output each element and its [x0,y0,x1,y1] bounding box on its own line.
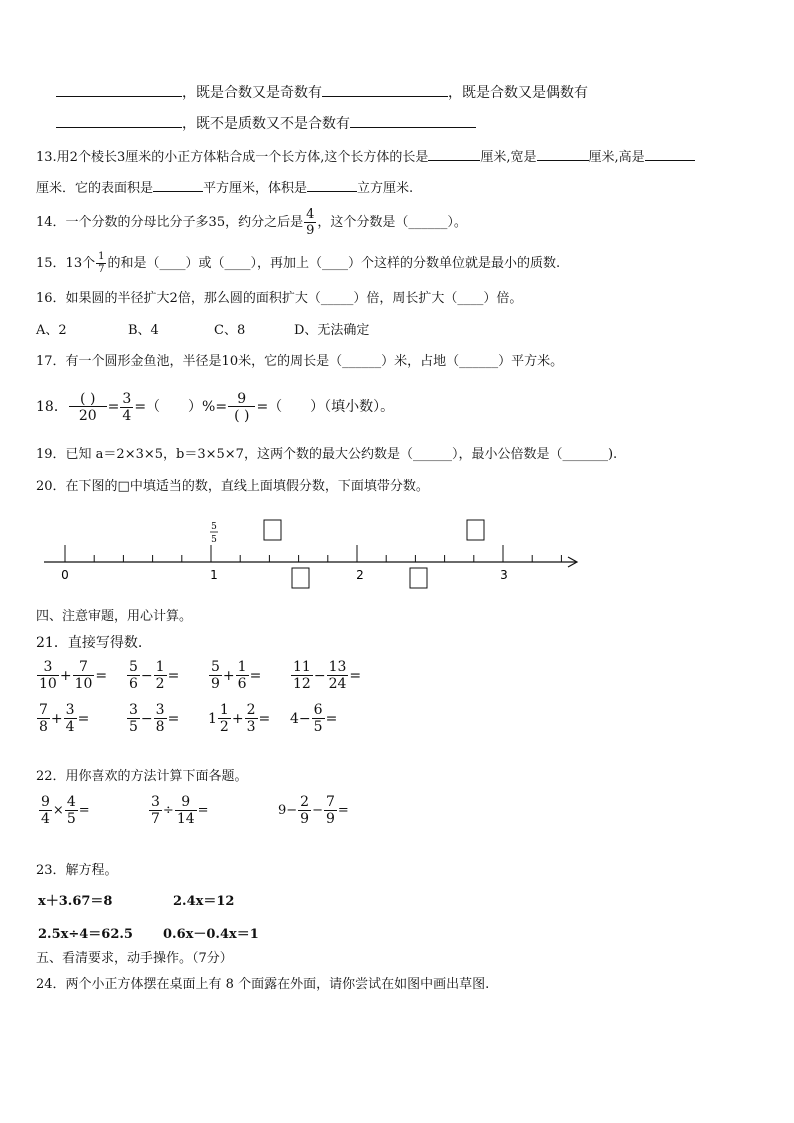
fraction: 5 6 [129,659,138,692]
operator: − [140,667,153,684]
equals-sign: = [167,667,180,684]
equation-3: 2.5x÷4＝62.5 [38,927,133,942]
fraction: $\frac{1}{6}$ [237,659,247,692]
fraction: 3 5 [129,702,138,735]
question-20: 20．在下图的□中填适当的数，直线上面填假分数，下面填带分数。 [36,479,429,494]
answer-blank[interactable] [56,82,182,97]
fraction: $\frac{3}{7}$ [151,794,160,827]
operator: − [140,710,153,727]
question-21-title: 21．直接写得数. [36,635,143,651]
fraction: $\frac{4}{5}$ [66,794,76,827]
calc-expression [208,660,261,691]
question-16-options [36,322,369,340]
fraction: $\frac{3}{8}$ [155,702,165,735]
operator: + [50,710,63,727]
fraction: $\frac{7}{10}$ [74,659,93,692]
equals-sign: = [349,667,362,684]
question-23-title: 23．解方程。 [36,863,118,878]
question-22-title: 22．用你喜欢的方法计算下面各题。 [36,769,248,784]
fraction: $\frac{6}{5}$ [313,702,323,735]
option-a[interactable]: A、2 [36,323,67,338]
question-13-line2: 厘米．它的表面积是 平方厘米，体积是 立方厘米. [36,177,413,198]
question-16: 16．如果圆的半径扩大2倍，那么圆的面积扩大（_____）倍，周长扩大（____）倍。 [36,291,523,306]
fraction: $\frac{3}{4}$ [65,702,75,735]
tick-label-0: 0 [61,568,69,582]
operator: − [312,803,323,818]
equals-sign: = [95,667,108,684]
question-14: 14．一个分数的分母比分子多35，约分之后是 4 9 ，这个分数是（______）。 [36,207,467,238]
calc-expression [126,660,179,691]
option-d[interactable]: D、无法确定 [294,323,370,338]
fraction: 1 2 [219,702,229,735]
fraction: 9 ( ) [228,392,255,423]
equals-sign: = [258,710,271,727]
fraction: 4 9 [306,207,315,238]
option-b[interactable]: B、4 [128,323,159,338]
svg-text:5: 5 [211,535,217,545]
option-c[interactable]: C、8 [214,323,246,338]
fraction: $\frac{13}{24}$ [328,659,347,692]
answer-blank[interactable] [428,146,480,161]
label-fraction-5-5 [210,522,218,545]
calc-expression-e1 [38,795,90,826]
fraction: $\frac{9}{4}$ [41,794,50,827]
equals-sign: = [167,710,180,727]
fraction: ( ) 20 [69,392,107,423]
answer-box-above-2[interactable] [467,520,484,540]
operator: + [59,667,72,684]
fraction: $\frac{7}{9}$ [326,794,335,827]
question-18: 18． ( ) 20 = $\frac{3}{4}$ =（ ）%= 9 ( ) =（ ）（填小数）。 [36,390,395,424]
fraction: $\frac{3}{4}$ [122,390,132,424]
answer-blank[interactable] [56,113,182,128]
equals-sign: = [325,710,338,727]
question-15: 15．13个 1 7 的和是（____）或（____），再加上（____）个这样的分数单位就是最小的质数. [36,251,561,275]
fraction: $\frac{1}{2}$ [155,659,165,692]
question-19: 19．已知 a＝2×3×5，b＝3×5×7，这两个数的最大公约数是（______），最小公倍数是（_______). [36,447,618,462]
equals-sign: = [78,803,90,818]
operator: ÷ [162,803,174,818]
answer-blank[interactable] [307,177,357,192]
fraction: 11 12 [293,659,311,692]
calc-expression [36,703,89,734]
fraction: 5 9 [211,659,220,692]
whole-part: 4 [290,710,299,727]
operator: − [313,667,326,684]
fraction: $\frac{2}{9}$ [300,794,310,827]
answer-blank[interactable] [322,82,448,97]
section-5-title: 五、看清要求，动手操作。（7分） [36,951,233,966]
answer-box-below-2[interactable] [410,568,427,588]
fraction: 7 8 [39,702,48,735]
calc-expression [126,703,179,734]
equation-4: 0.6x－0.4x＝1 [163,927,259,942]
answer-box-below-1[interactable] [292,568,309,588]
question-13-line1: 13.用2个棱长3厘米的小正方体粘合成一个长方体,这个长方体的长是 厘米,宽是 厘米,高是 [36,146,695,167]
equals-sign: = [77,710,90,727]
fraction: $\frac{2}{3}$ [246,702,256,735]
answer-blank[interactable] [537,146,589,161]
fraction: 3 10 [39,659,57,692]
section-4-title: 四、注意审题，用心计算。 [36,609,193,624]
equals-sign: = [337,803,349,818]
calc-expression-e2 [148,795,209,826]
q12-line2: ，既不是质数又不是合数有 [56,113,476,133]
equals-sign: = [249,667,262,684]
tick-label-3: 3 [500,568,508,582]
answer-blank[interactable] [153,177,203,192]
equation-2: 2.4x＝12 [173,894,235,909]
operator: − [298,710,311,727]
answer-blank[interactable] [350,113,476,128]
calc-expression [290,660,361,691]
answer-blank[interactable] [645,146,695,161]
question-24: 24．两个小正方体摆在桌面上有 8 个面露在外面，请你尝试在如图中画出草图. [36,977,490,992]
equals-sign: = [197,803,209,818]
number-line [36,515,586,595]
calc-expression [36,660,107,691]
tick-label-1: 1 [210,568,218,582]
equation-1: x＋3.67＝8 [38,894,113,909]
fraction: $\frac{9}{14}$ [176,794,195,827]
tick-label-2: 2 [356,568,364,582]
operator: + [222,667,235,684]
operator: + [231,710,244,727]
calc-expression [208,703,270,734]
fraction: 1 7 [98,251,105,275]
calc-expression [290,703,337,734]
whole-part: 1 [208,710,217,727]
operator: × [52,803,64,818]
q12-line1: ，既是合数又是奇数有 ，既是合数又是偶数有 [56,82,588,102]
calc-expression-e3: 9− $\frac{2}{9}$ − $\frac{7}{9}$ = [278,794,349,827]
answer-box-above-1[interactable] [264,520,281,540]
question-17: 17．有一个圆形金鱼池，半径是10米，它的周长是（______）米，占地（______）平方米。 [36,354,564,369]
svg-text:5: 5 [211,522,217,532]
